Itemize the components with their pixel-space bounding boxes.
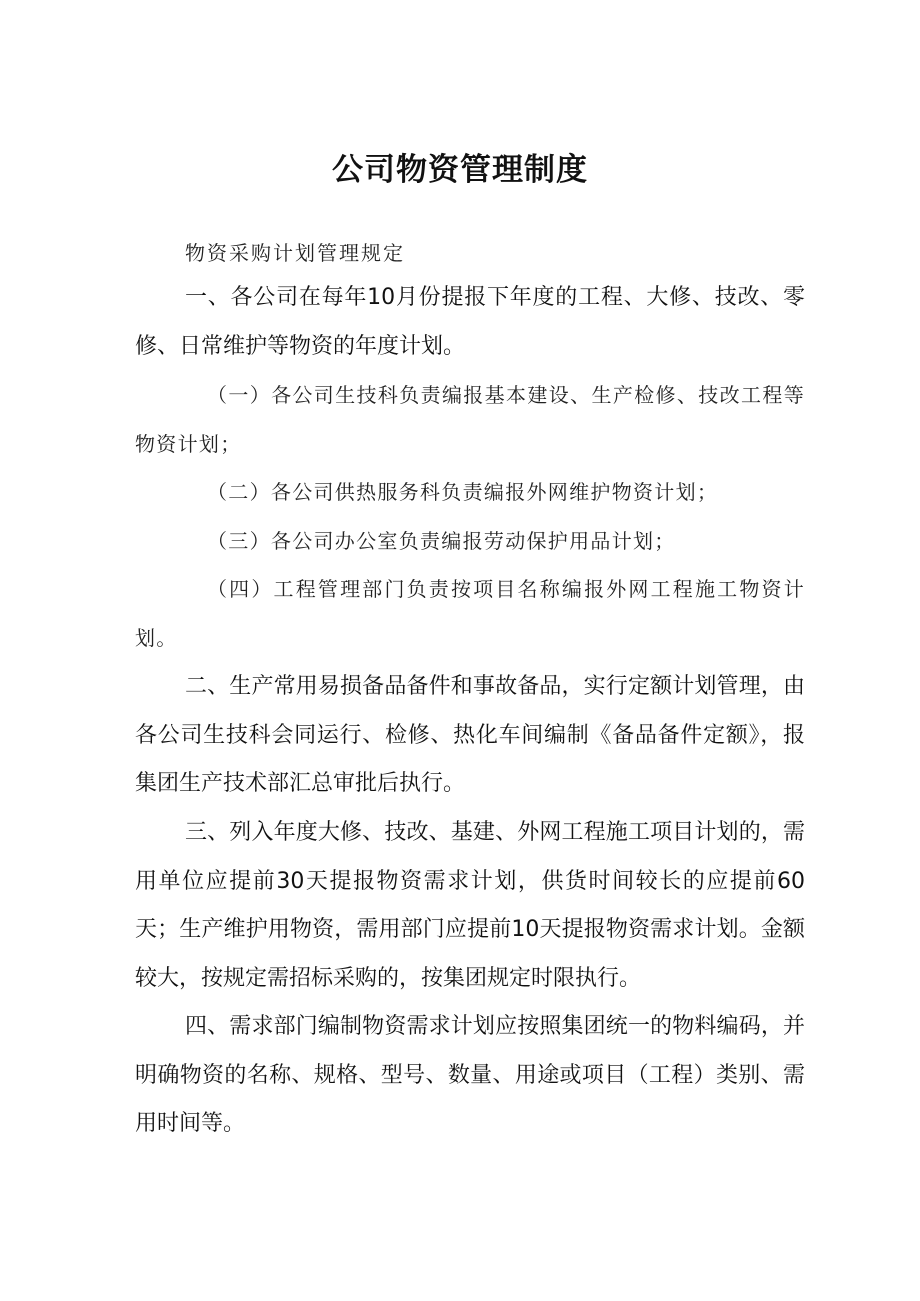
clause-3: 三、列入年度大修、技改、基建、外网工程施工项目计划的，需用单位应提前30天提报物资需求计划，供货时间较长的应提前60天；生产维护用物资，需用部门应提前10天提报物资需求计划。金额较大，按规定需招标采购的，按集团规定时限执行。: [135, 820, 805, 991]
section-subtitle: 物资采购计划管理规定: [185, 241, 405, 265]
clause-2: 二、生产常用易损备品备件和事故备品，实行定额计划管理，由各公司生技科会同运行、检修、热化车间编制《备品备件定额》，报集团生产技术部汇总审批后执行。: [135, 674, 805, 796]
document-title: 公司物资管理制度: [332, 152, 588, 188]
clause-1-item-4: （四）工程管理部门负责按项目名称编报外网工程施工物资计划。: [135, 577, 805, 650]
clause-1-item-2: （二）各公司供热服务科负责编报外网维护物资计划；: [207, 480, 719, 504]
clause-4: 四、需求部门编制物资需求计划应按照集团统一的物料编码，并明确物资的名称、规格、型号、数量、用途或项目（工程）类别、需用时间等。: [135, 1014, 805, 1136]
clause-1: 一、各公司在每年10月份提报下年度的工程、大修、技改、零修、日常维护等物资的年度计划。: [135, 285, 805, 359]
clause-1-item-3: （三）各公司办公室负责编报劳动保护用品计划；: [207, 529, 676, 553]
clause-1-item-1: （一）各公司生技科负责编报基本建设、生产检修、技改工程等物资计划；: [135, 383, 805, 456]
